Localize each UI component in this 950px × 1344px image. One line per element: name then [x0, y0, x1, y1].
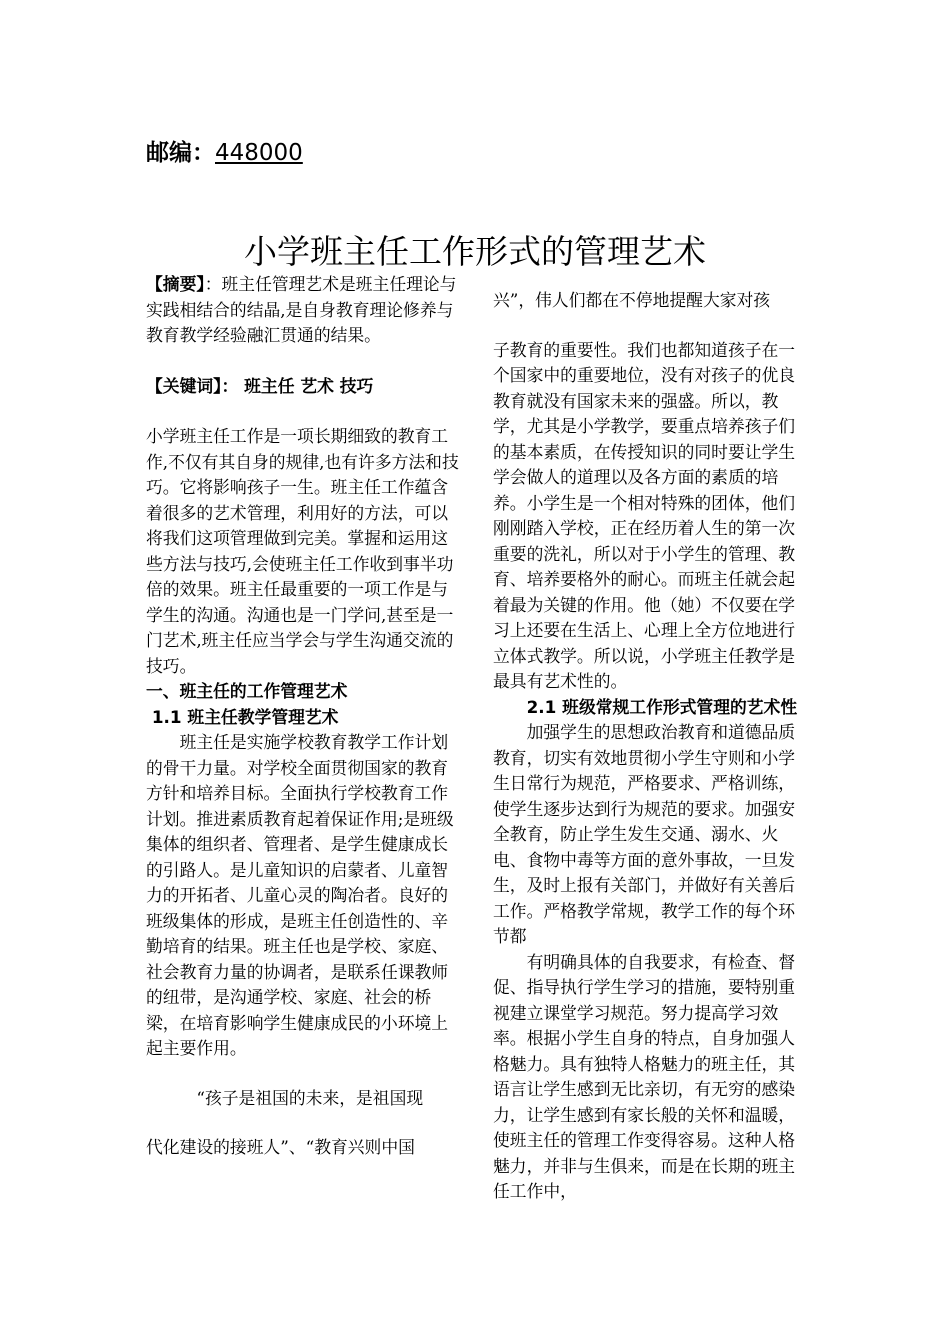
postcode-value: 448000 — [215, 140, 303, 166]
right-column — [493, 288, 811, 1205]
paragraph-1: 班主任是实施学校教育教学工作计划的骨干力量。对学校全面贯彻国家的教育方针和培养目标。全面执行学校教育工作计划。推进素质教育起着保证作用;是班级集体的组织者、管理者、是学生健康成长的引路人。是儿童知识的启蒙者、儿童智力的开拓者、儿童心灵的陶冶者。良好的班级集体的形成，是班主任创造性的、辛勤培育的结果。班主任也是学校、家庭、社会教育力量的协调者，是联系任课教师的纽带，是沟通学校、家庭、社会的桥梁，在培育影响学生健康成民的小环境上起主要作用。 — [146, 732, 454, 1058]
abstract — [146, 272, 464, 349]
section-heading-1: 一、班主任的工作管理艺术 — [146, 681, 348, 701]
paragraph-2: 子教育的重要性。我们也都知道孩子在一个国家中的重要地位，没有对孩子的优良教育就没有国家未来的强盛。所以，教学，尤其是小学教学，要重点培养孩子们的基本素质，在传授知识的同时要让学生学会做人的道理以及各方面的素质的培养。小学生是一个相对特殊的团体，他们刚刚踏入学校，正在经历着人生的第一次重要的洗礼，所以对于小学生的管理、教育、培养要格外的耐心。而班主任就会起着最为关键的作用。他（她）不仅要在学习上还要在生活上、心理上全方位地进行立体式教学。所以说，小学班主任教学是最具有艺术性的。 — [493, 339, 796, 691]
page-title: 小学班主任工作形式的管理艺术 — [244, 232, 706, 271]
postcode-label: 邮编： — [146, 140, 215, 166]
paragraph-3: 加强学生的思想政治教育和道德品质教育，切实有效地贯彻小学生守则和小学生日常行为规范，严格要求、严格训练，使学生逐步达到行为规范的要求。加强安全教育，防止学生发生交通、溺水、火电、食物中毒等方面的意外事故，一旦发生，及时上报有关部门，并做好有关善后工作。严格教学常规，教学工作的每个环节都 — [493, 722, 796, 946]
quote-start: “孩子是祖国的未来，是祖国现 — [196, 1087, 424, 1108]
keywords-label: 【关键词】 — [146, 375, 222, 396]
paragraph-4: 有明确具体的自我要求，有检查、督促、指导执行学生学习的措施，要特别重视建立课堂学习规范。努力提高学习效率。根据小学生自身的特点，自身加强人格魅力。具有独特人格魅力的班主任，其语言让学生感到无比亲切，有无穷的感染力，让学生感到有家长般的关怀和温暖，使班主任的管理工作变得容易。这种人格魅力，并非与生俱来，而是在长期的班主任工作中， — [493, 951, 796, 1201]
abstract-text: ：班主任管理艺术是班主任理论与实践相结合的结晶,是自身教育理论修养与教育教学经验融汇贯通的结果。 — [146, 274, 457, 345]
keywords — [146, 374, 464, 400]
quote-end: 兴”，伟人们都在不停地提醒大家对孩 — [493, 290, 771, 310]
keywords-text: ： 班主任 艺术 技巧 — [221, 375, 374, 396]
left-column — [146, 272, 464, 1161]
postcode — [146, 134, 303, 167]
section-heading-1-1: 1.1 班主任教学管理艺术 — [146, 706, 339, 727]
intro-paragraph: 小学班主任工作是一项长期细致的教育工作,不仅有其自身的规律,也有许多方法和技巧。它将影响孩子一生。班主任工作蕴含着很多的艺术管理，利用好的方法，可以将我们这项管理做到完美。掌握和运用这些方法与技巧,会使班主任工作收到事半功倍的效果。班主任最重要的一项工作是与学生的沟通。沟通也是一门学问,甚至是一门艺术,班主任应当学会与学生沟通交流的技巧。 — [146, 426, 459, 676]
abstract-label: 【摘要】 — [146, 274, 205, 294]
quote-continued: 代化建设的接班人”、“教育兴则中国 — [146, 1137, 415, 1157]
section-heading-2-1: 2.1 班级常规工作形式管理的艺术性 — [526, 696, 798, 717]
